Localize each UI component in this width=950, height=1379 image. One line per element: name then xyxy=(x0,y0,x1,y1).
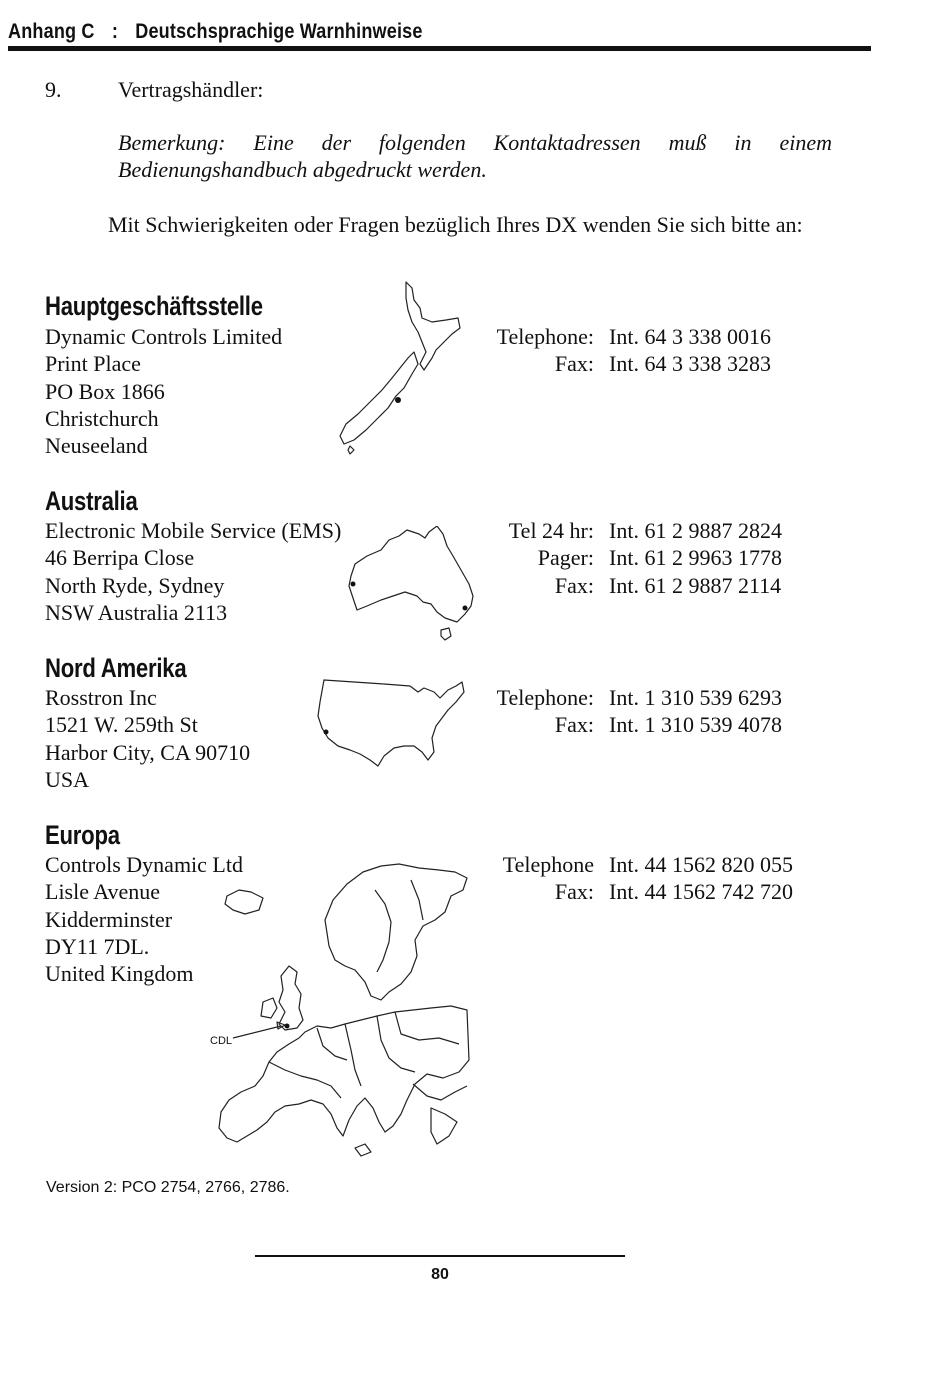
office-heading-north-america: Nord Amerika xyxy=(45,653,187,683)
office-heading-europe: Europa xyxy=(45,820,120,850)
header-separator: : xyxy=(111,20,119,43)
new-zealand-map-icon xyxy=(336,278,466,456)
address-line: Controls Dynamic Ltd xyxy=(45,852,243,877)
office-contacts-europe xyxy=(470,851,850,906)
office-heading-headquarters: Hauptgeschäftsstelle xyxy=(45,291,263,321)
section-title: Vertragshändler: xyxy=(118,77,264,102)
address-line: Harbor City, CA 90710 xyxy=(45,739,251,765)
contact-value: Int. 1 310 539 4078 xyxy=(609,712,782,738)
page-header xyxy=(8,20,749,44)
contact-label: Telephone: xyxy=(496,685,594,710)
address-line: Print Place xyxy=(45,351,141,377)
usa-map-icon xyxy=(314,676,468,780)
address-line: PO Box 1866 xyxy=(45,378,165,404)
address-line: North Ryde, Sydney xyxy=(45,572,225,598)
contact-label: Fax: xyxy=(554,572,594,598)
contact-value: Int. 61 2 9887 2824 xyxy=(609,518,782,543)
contact-label: Tel 24 hr: xyxy=(508,518,594,543)
address-line: Electronic Mobile Service (EMS) xyxy=(45,518,342,543)
contact-value: Int. 64 3 338 3283 xyxy=(609,351,771,377)
contact-value: Int. 44 1562 742 720 xyxy=(609,879,793,905)
section-number: 9. xyxy=(45,77,62,102)
contact-label: Pager: xyxy=(537,545,594,571)
address-line: 1521 W. 259th St xyxy=(45,712,198,738)
version-footnote: Version 2: PCO 2754, 2766, 2786. xyxy=(46,1179,290,1196)
contact-label: Fax: xyxy=(554,879,594,905)
address-line: Rosstron Inc xyxy=(45,685,157,710)
address-line: United Kingdom xyxy=(45,961,194,987)
office-address-north-america xyxy=(45,684,250,793)
address-line: 46 Berripa Close xyxy=(45,545,195,571)
europe-map-icon xyxy=(205,860,471,1166)
header-rule xyxy=(8,46,871,51)
contact-value: Int. 61 2 9963 1778 xyxy=(609,545,782,571)
page-number: 80 xyxy=(431,1266,449,1283)
address-line: NSW Australia 2113 xyxy=(45,599,228,625)
cdl-map-label: CDL xyxy=(210,1035,233,1047)
office-address-headquarters xyxy=(45,323,282,459)
office-contacts-headquarters xyxy=(470,323,850,378)
contact-value: Int. 44 1562 820 055 xyxy=(609,852,793,877)
australia-map-icon xyxy=(345,526,477,644)
office-heading-australia: Australia xyxy=(45,486,138,516)
office-address-australia xyxy=(45,517,341,626)
contact-label: Fax: xyxy=(554,351,594,377)
address-line: DY11 7DL. xyxy=(45,933,150,959)
office-contacts-north-america xyxy=(470,684,850,739)
address-line: Kidderminster xyxy=(45,906,173,932)
address-line: Lisle Avenue xyxy=(45,879,161,905)
address-line: Christchurch xyxy=(45,405,159,431)
address-line: USA xyxy=(45,766,90,792)
contact-label: Fax: xyxy=(554,712,594,738)
contact-label: Telephone xyxy=(502,852,594,877)
contact-value: Int. 1 310 539 6293 xyxy=(609,685,782,710)
contact-value: Int. 61 2 9887 2114 xyxy=(609,572,782,598)
address-line: Dynamic Controls Limited xyxy=(45,324,283,349)
contact-label: Telephone: xyxy=(496,324,594,349)
remark-note: Bemerkung: Eine der folgenden Kontaktadressen muß in einem Bedienungshandbuch abgedruckt werden. xyxy=(118,130,832,182)
address-line: Neuseeland xyxy=(45,433,148,459)
intro-paragraph: Mit Schwierigkeiten oder Fragen bezüglich Ihres DX wenden Sie sich bitte an: xyxy=(108,212,803,237)
appendix-label: Anhang C xyxy=(8,20,95,43)
header-title: Deutschsprachige Warnhinweise xyxy=(135,20,423,43)
office-contacts-australia xyxy=(470,517,850,599)
contact-value: Int. 64 3 338 0016 xyxy=(609,324,771,349)
footer-rule xyxy=(255,1255,625,1257)
